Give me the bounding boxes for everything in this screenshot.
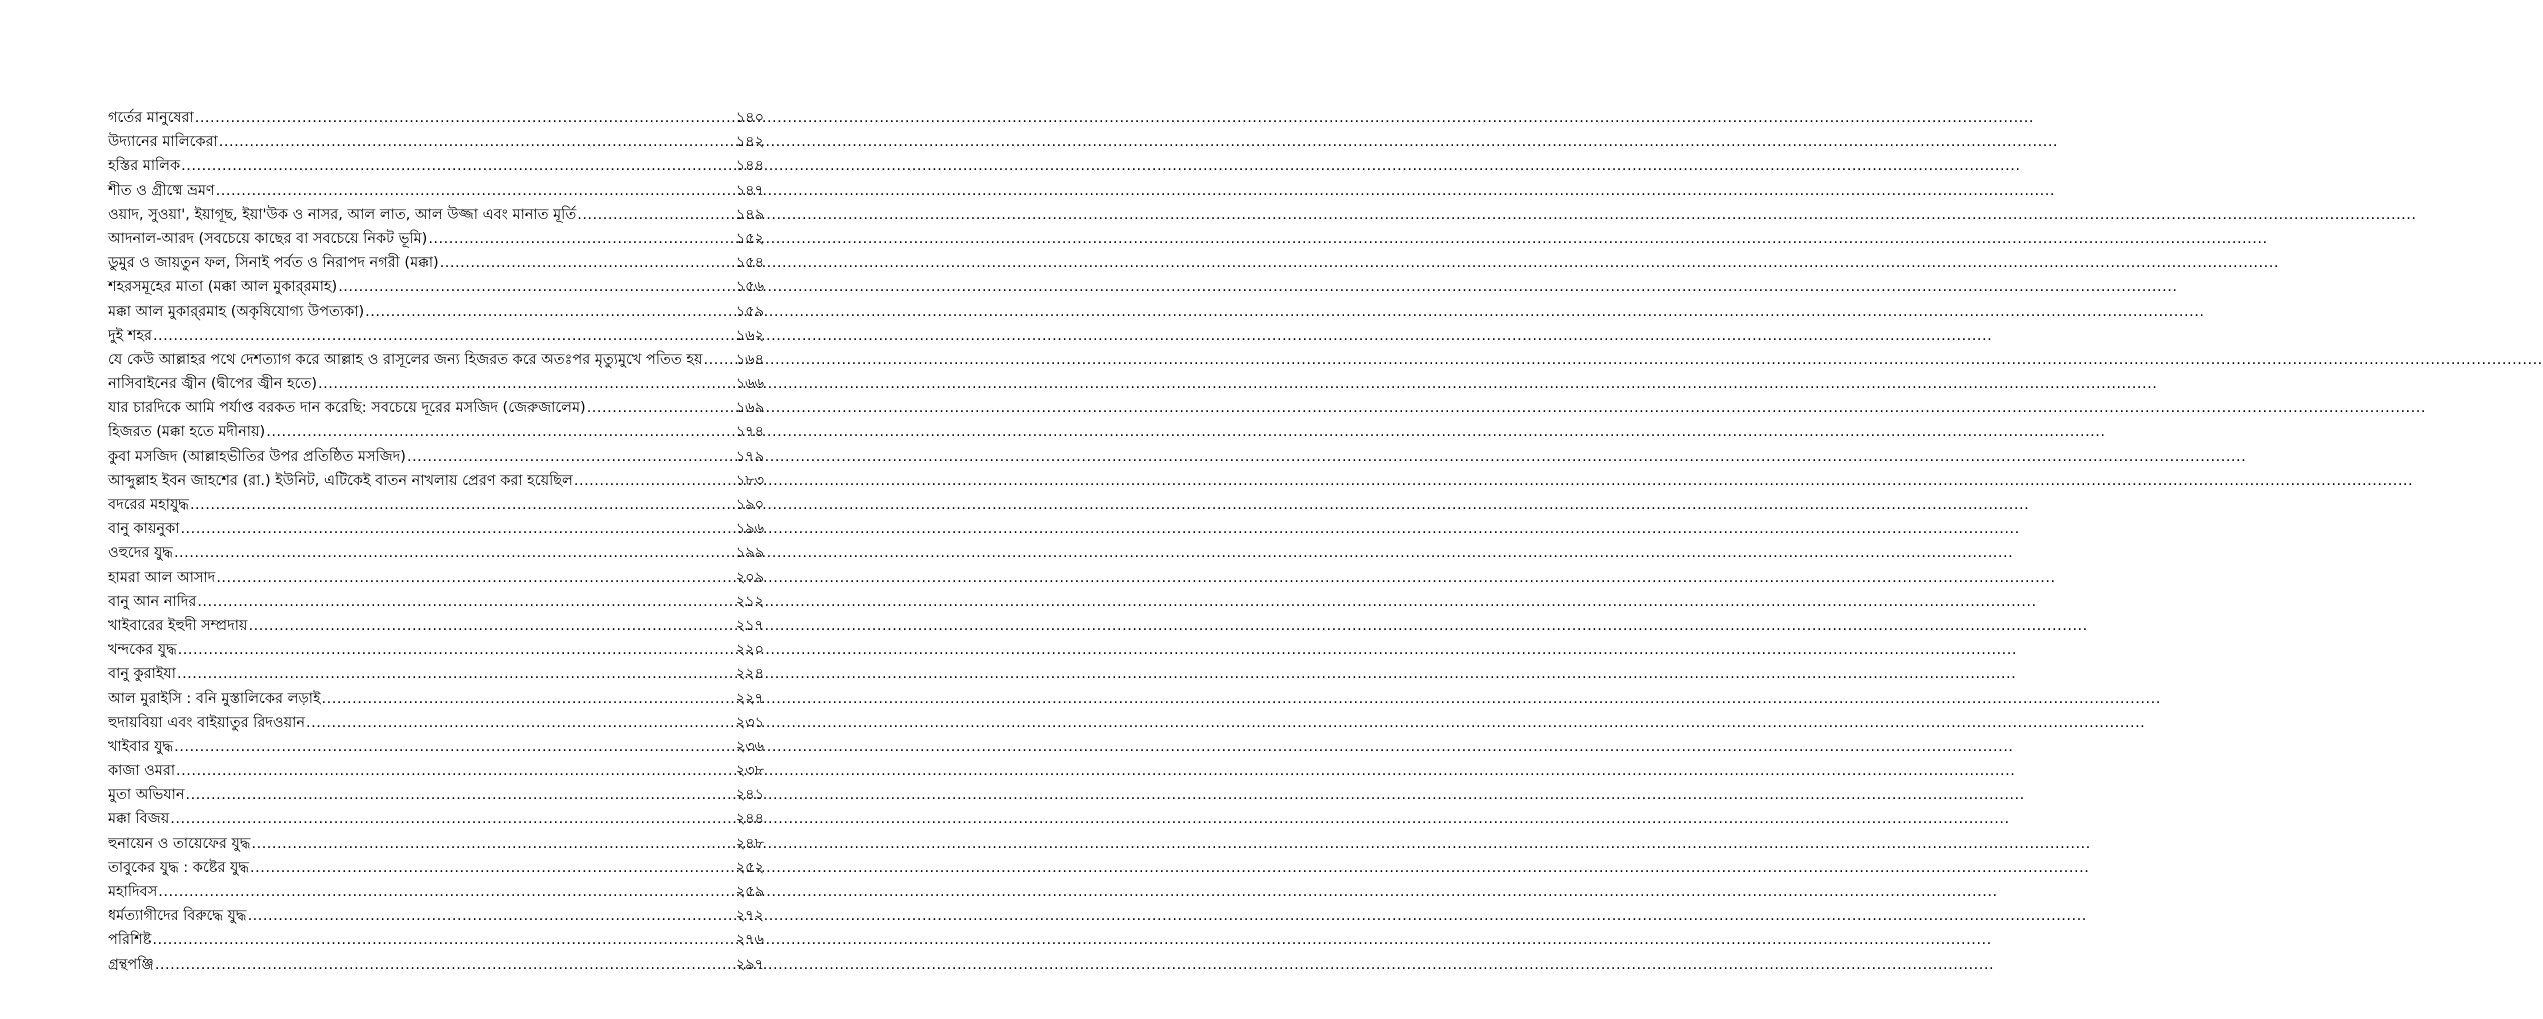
toc-entry-title: গর্তের মানুষেরা	[108, 110, 194, 126]
dot-leader	[216, 179, 735, 203]
toc-entry-title: মহাদিবস	[108, 884, 158, 900]
toc-entry-page-number: ১৪০	[735, 110, 764, 126]
dot-leader	[266, 420, 735, 444]
toc-entry-title: মক্কা আল মুকার্‌রমাহ (অকৃষিযোগ্য উপত্যকা)	[108, 303, 365, 320]
dot-leader	[174, 541, 735, 565]
toc-entry	[108, 372, 764, 396]
toc-entry-page-number: ২১২	[735, 593, 764, 610]
toc-entry-page-number: ১৪৭	[735, 182, 764, 199]
toc-entry-title: হিজরত (মক্কা হতে মদীনায়)	[108, 424, 266, 441]
toc-entry-page-number: ২২৪	[735, 666, 764, 683]
toc-entry-page-number: ১৬৪	[735, 351, 764, 368]
dot-leader	[251, 832, 734, 856]
toc-entry-title: কুবা মসজিদ (আল্লাহভীতির উপর প্রতিষ্ঠিত মসজিদ)	[108, 448, 406, 465]
toc-entry-page-number: ২২০	[735, 642, 764, 659]
toc-entry-title: বানু কুরাইযা	[108, 666, 176, 683]
dot-leader	[587, 396, 735, 420]
toc-entry-page-number: ২৭২	[735, 908, 764, 925]
toc-entry-title: ওহুদের যুদ্ধ	[108, 545, 173, 562]
toc-entry-title: বদরের মহাযুদ্ধ	[108, 497, 189, 513]
dot-leader	[180, 517, 734, 541]
toc-entry	[108, 662, 764, 686]
toc-entry	[108, 420, 764, 444]
dot-leader	[177, 662, 735, 686]
toc-entry	[108, 251, 764, 275]
toc-entry-page-number: ১৫৬	[735, 279, 764, 296]
toc-entry-page-number: ২৯৭	[735, 956, 764, 973]
toc-entry-page-number: ১৪২	[735, 134, 764, 151]
dot-leader	[306, 711, 735, 735]
toc-entry	[108, 203, 764, 227]
toc-entry	[108, 566, 764, 590]
toc-entry-title: তাবুকের যুদ্ধ : কষ্টের যুদ্ধ	[108, 859, 250, 876]
toc-entry-page-number: ২৩৬	[735, 738, 764, 755]
toc-entry	[108, 735, 764, 759]
toc-entry	[108, 541, 764, 565]
toc-entry-page-number: ২০৯	[735, 569, 764, 586]
dot-leader	[407, 445, 735, 469]
toc-entry-title: বানু কায়নুকা	[108, 521, 180, 538]
toc-entry-page-number: ২৩১	[735, 714, 764, 731]
dot-leader	[577, 203, 735, 227]
toc-entry-title: নাসিবাইনের জ্বীন (দ্বীপের জ্বীন হতে)	[108, 376, 318, 393]
toc-entry	[108, 348, 764, 372]
toc-entry-title: আল মুরাইসি : বনি মুস্তালিকের লড়াই	[108, 690, 321, 707]
dot-leader	[440, 251, 735, 275]
toc-entry-page-number: ২৩৮	[735, 763, 764, 780]
dot-leader	[170, 807, 734, 831]
toc-entry-page-number: ১৪৪	[735, 158, 764, 175]
dot-leader	[181, 154, 735, 178]
toc-entry-page-number: ২২৭	[735, 690, 764, 707]
toc-entry-title: ওয়াদ, সুওয়া', ইয়াগূছ, ইয়া'উক ও নাসর, আল লাত, আল উজ্জা এবং মানাত মূর্তি	[108, 206, 577, 223]
toc-entry	[108, 856, 764, 880]
toc-entry-page-number: ২৪৪	[735, 811, 764, 828]
toc-entry	[108, 493, 764, 517]
dot-leader	[174, 735, 735, 759]
toc-entry-title: খন্দকের যুদ্ধ	[108, 642, 177, 659]
dot-leader	[248, 614, 734, 638]
dot-leader	[195, 106, 735, 130]
toc-entry-page-number: ১৬২	[735, 327, 764, 344]
toc-entry-title: দুই শহর	[108, 327, 152, 344]
toc-entry-title: গ্রন্থপঞ্জি	[108, 956, 154, 973]
dot-leader	[318, 372, 735, 396]
toc-entry-title: হুদায়বিয়া এবং বাইয়াতুর রিদওয়ান	[108, 714, 305, 731]
toc-entry-title: খাইবার যুদ্ধ	[108, 738, 174, 755]
toc-entry	[108, 517, 764, 541]
dot-leader	[365, 300, 735, 324]
toc-entry	[108, 227, 764, 251]
toc-entry	[108, 928, 764, 952]
toc-entry-title: বানু আন নাদির	[108, 593, 197, 610]
toc-entry-title: হামরা আল আসাদ	[108, 569, 216, 586]
toc-entry-page-number: ১৪৯	[735, 206, 764, 223]
toc-entry-page-number: ২৫৯	[735, 884, 764, 900]
toc-entry	[108, 396, 764, 420]
toc-entry	[108, 807, 764, 831]
toc-entry-page-number: ২৭৬	[735, 932, 764, 949]
toc-entry-title: আদনাল-আরদ (সবচেয়ে কাছের বা সবচেয়ে নিকট ভূমি)	[108, 230, 428, 247]
toc-entry-title: পরিশিষ্ট	[108, 932, 152, 949]
dot-leader	[322, 687, 735, 711]
toc-entry	[108, 832, 764, 856]
dot-leader	[153, 324, 735, 348]
toc-entry-title: শীত ও গ্রীষ্মে ভ্রমণ	[108, 182, 215, 199]
table-of-contents	[108, 106, 764, 977]
dot-leader	[704, 348, 735, 372]
toc-entry	[108, 275, 764, 299]
dot-leader	[219, 130, 735, 154]
toc-entry-page-number: ১৭৪	[735, 424, 764, 441]
toc-entry-page-number: ১৫৯	[735, 303, 764, 320]
toc-entry-title: যার চারদিকে আমি পর্যাপ্ত বরকত দান করেছি: সবচেয়ে দূরের মসজিদ (জেরুজালেম)	[108, 400, 586, 417]
toc-entry	[108, 880, 764, 904]
toc-entry-page-number: ২১৭	[735, 617, 764, 634]
toc-entry	[108, 759, 764, 783]
toc-entry	[108, 106, 764, 130]
toc-entry-title: উদ্যানের মালিকেরা	[108, 134, 218, 151]
dot-leader	[338, 275, 735, 299]
toc-entry-title: মক্কা বিজয়	[108, 811, 170, 828]
dot-leader	[185, 783, 734, 807]
dot-leader	[428, 227, 734, 251]
dot-leader	[155, 953, 735, 977]
toc-entry	[108, 469, 764, 493]
toc-entry-title: শহরসমূহের মাতা (মক্কা আল মুকার্‌রমাহ)	[108, 279, 338, 296]
toc-entry	[108, 614, 764, 638]
toc-entry-title: কাজা ওমরা	[108, 763, 176, 780]
toc-entry	[108, 687, 764, 711]
toc-entry-page-number: ১৬৬	[735, 376, 764, 393]
toc-entry	[108, 783, 764, 807]
toc-entry-title: ধর্মত্যাগীদের বিরুদ্ধে যুদ্ধ	[108, 908, 247, 925]
dot-leader	[248, 904, 735, 928]
toc-entry-page-number: ১৫২	[735, 230, 764, 247]
dot-leader	[197, 590, 734, 614]
toc-entry-title: মুতা অভিযান	[108, 787, 185, 804]
dot-leader	[250, 856, 735, 880]
toc-entry-page-number: ২৪৮	[735, 835, 764, 852]
toc-entry-page-number: ১৭৯	[735, 448, 764, 465]
toc-entry-page-number: ১৫৪	[735, 255, 764, 272]
toc-entry-page-number: ১৯৯	[735, 545, 764, 562]
toc-entry	[108, 300, 764, 324]
toc-entry-page-number: ২৪১	[735, 787, 764, 804]
dot-leader	[152, 928, 734, 952]
dot-leader	[190, 493, 735, 517]
toc-entry-title: হুনায়েন ও তায়েফের যুদ্ধ	[108, 835, 251, 852]
toc-entry-title: ডুমুর ও জায়তুন ফল, সিনাই পর্বত ও নিরাপদ নগরী (মক্কা)	[108, 255, 439, 272]
toc-entry-title: হস্তির মালিক	[108, 158, 181, 175]
dot-leader	[574, 469, 735, 493]
toc-entry-page-number: ১৯০	[735, 497, 764, 513]
toc-entry-page-number: ১৬৯	[735, 400, 764, 417]
toc-entry-title: যে কেউ আল্লাহর পথে দেশত্যাগ করে আল্লাহ ও রাসূলের জন্য হিজরত করে অতঃপর মৃত্যুমুখে পতিত হয়	[108, 351, 703, 368]
toc-entry-page-number: ২৫২	[735, 859, 764, 876]
toc-entry-title: আব্দুল্লাহ ইবন জাহশের (রা.) ইউনিট, এটিকেই বাতন নাখলায় প্রেরণ করা হয়েছিল	[108, 472, 573, 489]
dot-leader	[176, 759, 735, 783]
toc-entry	[108, 154, 764, 178]
dot-leader	[178, 638, 735, 662]
toc-entry	[108, 904, 764, 928]
toc-entry	[108, 953, 764, 977]
toc-entry	[108, 324, 764, 348]
toc-entry	[108, 711, 764, 735]
toc-entry-page-number: ১৮৩	[735, 472, 764, 489]
toc-entry	[108, 179, 764, 203]
dot-leader	[158, 880, 734, 904]
toc-entry	[108, 130, 764, 154]
toc-entry	[108, 445, 764, 469]
toc-entry-page-number: ১৯৬	[735, 521, 764, 538]
dot-leader	[216, 566, 734, 590]
toc-entry	[108, 638, 764, 662]
toc-entry-title: খাইবারের ইহুদী সম্প্রদায়	[108, 617, 248, 634]
toc-entry	[108, 590, 764, 614]
